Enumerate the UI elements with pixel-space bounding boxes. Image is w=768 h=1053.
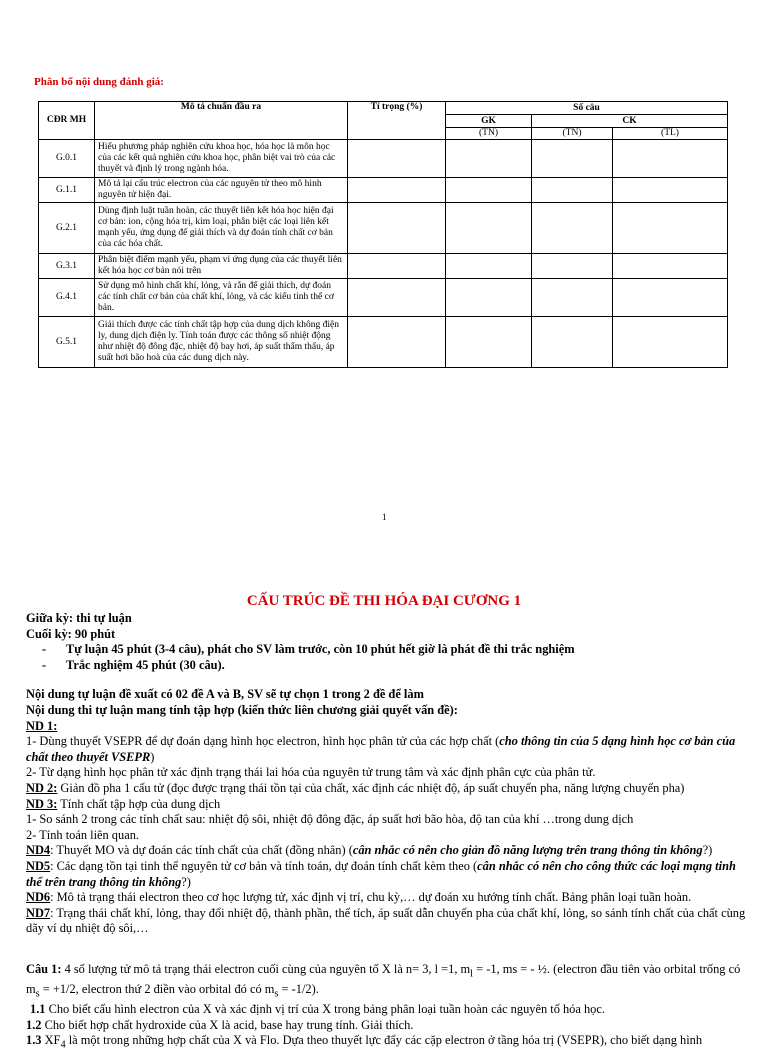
exam-structure-title: CẤU TRÚC ĐỀ THI HÓA ĐẠI CƯƠNG 1 (246, 593, 522, 609)
nd3-item2: 2- Tính toán liên quan. (26, 827, 139, 842)
table-row (39, 203, 728, 254)
row-code: G.5.1 (39, 317, 95, 368)
row-desc: Giải thích được các tính chất tập hợp của dung dịch không điện ly, dung dịch điện ly. Tính toán được các thông số nhiệt động như nhiệt độ đông đặc, nhiệt độ bay hơi, áp suất thẩm thấu, áp suất hơi bão hoà của các dung dịch này. (95, 317, 348, 368)
row-code: G.4.1 (39, 279, 95, 317)
row-code: G.2.1 (39, 203, 95, 254)
row-desc: Phân biệt điểm mạnh yếu, phạm vi ứng dụng của các thuyết liên kết hóa học cơ bản nói trên (95, 254, 348, 279)
nd3-line: ND 3: Tính chất tập hợp của dung dịch (26, 796, 221, 811)
nd6-line: ND6: Mô tả trạng thái electron theo cơ học lượng tử, xác định vị trí, chu kỳ,… dự đoán xu hướng tính chất. Bảng phân loại tuần hoàn. (26, 890, 692, 905)
sub-header-tn-ck: (TN) (532, 128, 613, 140)
nd7-line: ND7: Trạng thái chất khí, lỏng, thay đổi nhiệt độ, thành phần, thể tích, áp suất dẫn chuyển pha của chất khí, lỏng, so sánh tính chất của chất cùng dãy ví dụ nhiệt độ sôi,… (26, 905, 746, 936)
question-1-3: 1.3 $XF_4$ là một trong những hợp chất của X và Flo. Dựa theo thuyết lực đẩy các cặp electron ở tầng hóa trị (VSEPR), cho biết dạng hình (26, 1033, 703, 1051)
nd3-item1: 1- So sánh 2 trong các tính chất sau: nhiệt độ sôi, nhiệt độ đông đặc, áp suất hơi bão hòa, độ tan của khí …trong dung dịch (26, 812, 634, 827)
row-code: G.3.1 (39, 254, 95, 279)
question-1: Câu 1: 4 số lượng tử mô tả trạng thái electron cuối cùng của nguyên tố X là n= 3, l =1, $m_l = -1$, ms = - ½. (electron đầu tiên vào orbital trống có $m_s = +1/2$, electron thứ 2 điền vào orbital đó có $m_s = -1/2$). (26, 961, 741, 1000)
sub-header-tl-ck: (TL) (613, 128, 728, 140)
table-row (39, 317, 728, 368)
midterm-line: Giữa kỳ: thi tự luận (26, 611, 132, 625)
question-1-1: 1.1 Cho biết cấu hình electron của X và xác định vị trí của X trong bảng phân loại tuần hoàn các nguyên tố hóa học. (30, 1002, 605, 1016)
table-row (39, 279, 728, 317)
col-header-ck: CK (532, 115, 728, 128)
col-header-cdr: CĐR MH (39, 102, 95, 140)
col-header-desc: Mô tả chuẩn đầu ra (95, 102, 348, 140)
nd2-line: ND 2: Giản đồ pha 1 cấu tử (đọc được trạng thái tồn tại của chất, xác định các nhiệt độ, áp suất chuyển pha, năng lượng chuyển pha) (26, 780, 685, 795)
col-header-weight: Tỉ trọng (%) (348, 102, 446, 140)
allocation-heading: Phân bổ nội dung đánh giá: (34, 76, 164, 88)
table-row (39, 140, 728, 178)
table-row (39, 254, 728, 279)
final-bullet: - Tự luận 45 phút (3-4 câu), phát cho SV làm trước, còn 10 phút hết giờ là phát đề thi trắc nghiệm (42, 642, 575, 657)
page-number: 1 (382, 512, 387, 522)
row-desc: Hiểu phương pháp nghiên cứu khoa học, hóa học là môn học của các kết quả nghiên cứu khoa học, phân biệt vai trò của các thuyết và định lý trong ngành hóa. (95, 140, 348, 178)
nd1-item2: 2- Từ dạng hình học phân tử xác định trạng thái lai hóa của nguyên tử trung tâm và xác định phân cực của phân tử. (26, 765, 596, 780)
proposal-line: Nội dung tự luận đề xuất có 02 đề A và B, SV sẽ tự chọn 1 trong 2 đề để làm (26, 687, 424, 702)
row-code: G.1.1 (39, 178, 95, 203)
nd1-label: ND 1: (26, 718, 58, 733)
nd1-item1: 1- Dùng thuyết VSEPR để dự đoán dạng hình học electron, hình học phân tử của các hợp chất (cho thông tin của 5 dạng hình học cơ bản của chất theo thuyết VSEPR) (26, 734, 736, 764)
table-row (39, 178, 728, 203)
row-desc: Sử dụng mô hình chất khí, lỏng, và rắn để giải thích, dự đoán các tính chất cơ bản của chất khí, lỏng, và các kiểu tinh thể cơ bản. (95, 279, 348, 317)
exam-structure-body (26, 611, 746, 1053)
row-code: G.0.1 (39, 140, 95, 178)
question-1-2: 1.2 Cho biết hợp chất hydroxide của X là acid, base hay trung tính. Giải thích. (26, 1017, 414, 1032)
final-line: Cuối kỳ: 90 phút (26, 626, 116, 641)
proposal-line: Nội dung thi tự luận mang tính tập hợp (kiến thức liên chương giải quyết vấn đề): (26, 702, 458, 717)
assessment-table (38, 101, 728, 368)
row-desc: Dùng định luật tuần hoàn, các thuyết liên kết hóa học hiện đại cơ bản: ion, cộng hóa trị, kim loại, phân biệt các loại liên kết mạnh yếu, ứng dụng để giải thích và dự đoán tính chất cơ bản của các hóa chất. (95, 203, 348, 254)
final-bullet: - Trắc nghiệm 45 phút (30 câu). (42, 657, 225, 672)
col-header-count: Số câu (446, 102, 728, 115)
sub-header-tn-gk: (TN) (446, 128, 532, 140)
nd4-line: ND4: Thuyết MO và dự đoán các tính chất của chất (đồng nhân) (cân nhắc có nên cho giản đồ năng lượng trên trang thông tin không?) (26, 843, 713, 858)
nd5-line: ND5: Các dạng tồn tại tinh thể nguyên tử cơ bản và tính toán, dự đoán tính chất kèm theo (cân nhắc có nên cho công thức các loại mạng tinh thể trên trang thông tin không?) (26, 858, 736, 889)
row-desc: Mô tả lại cấu trúc electron của các nguyên tử theo mô hình nguyên tử hiện đại. (95, 178, 348, 203)
col-header-gk: GK (446, 115, 532, 128)
